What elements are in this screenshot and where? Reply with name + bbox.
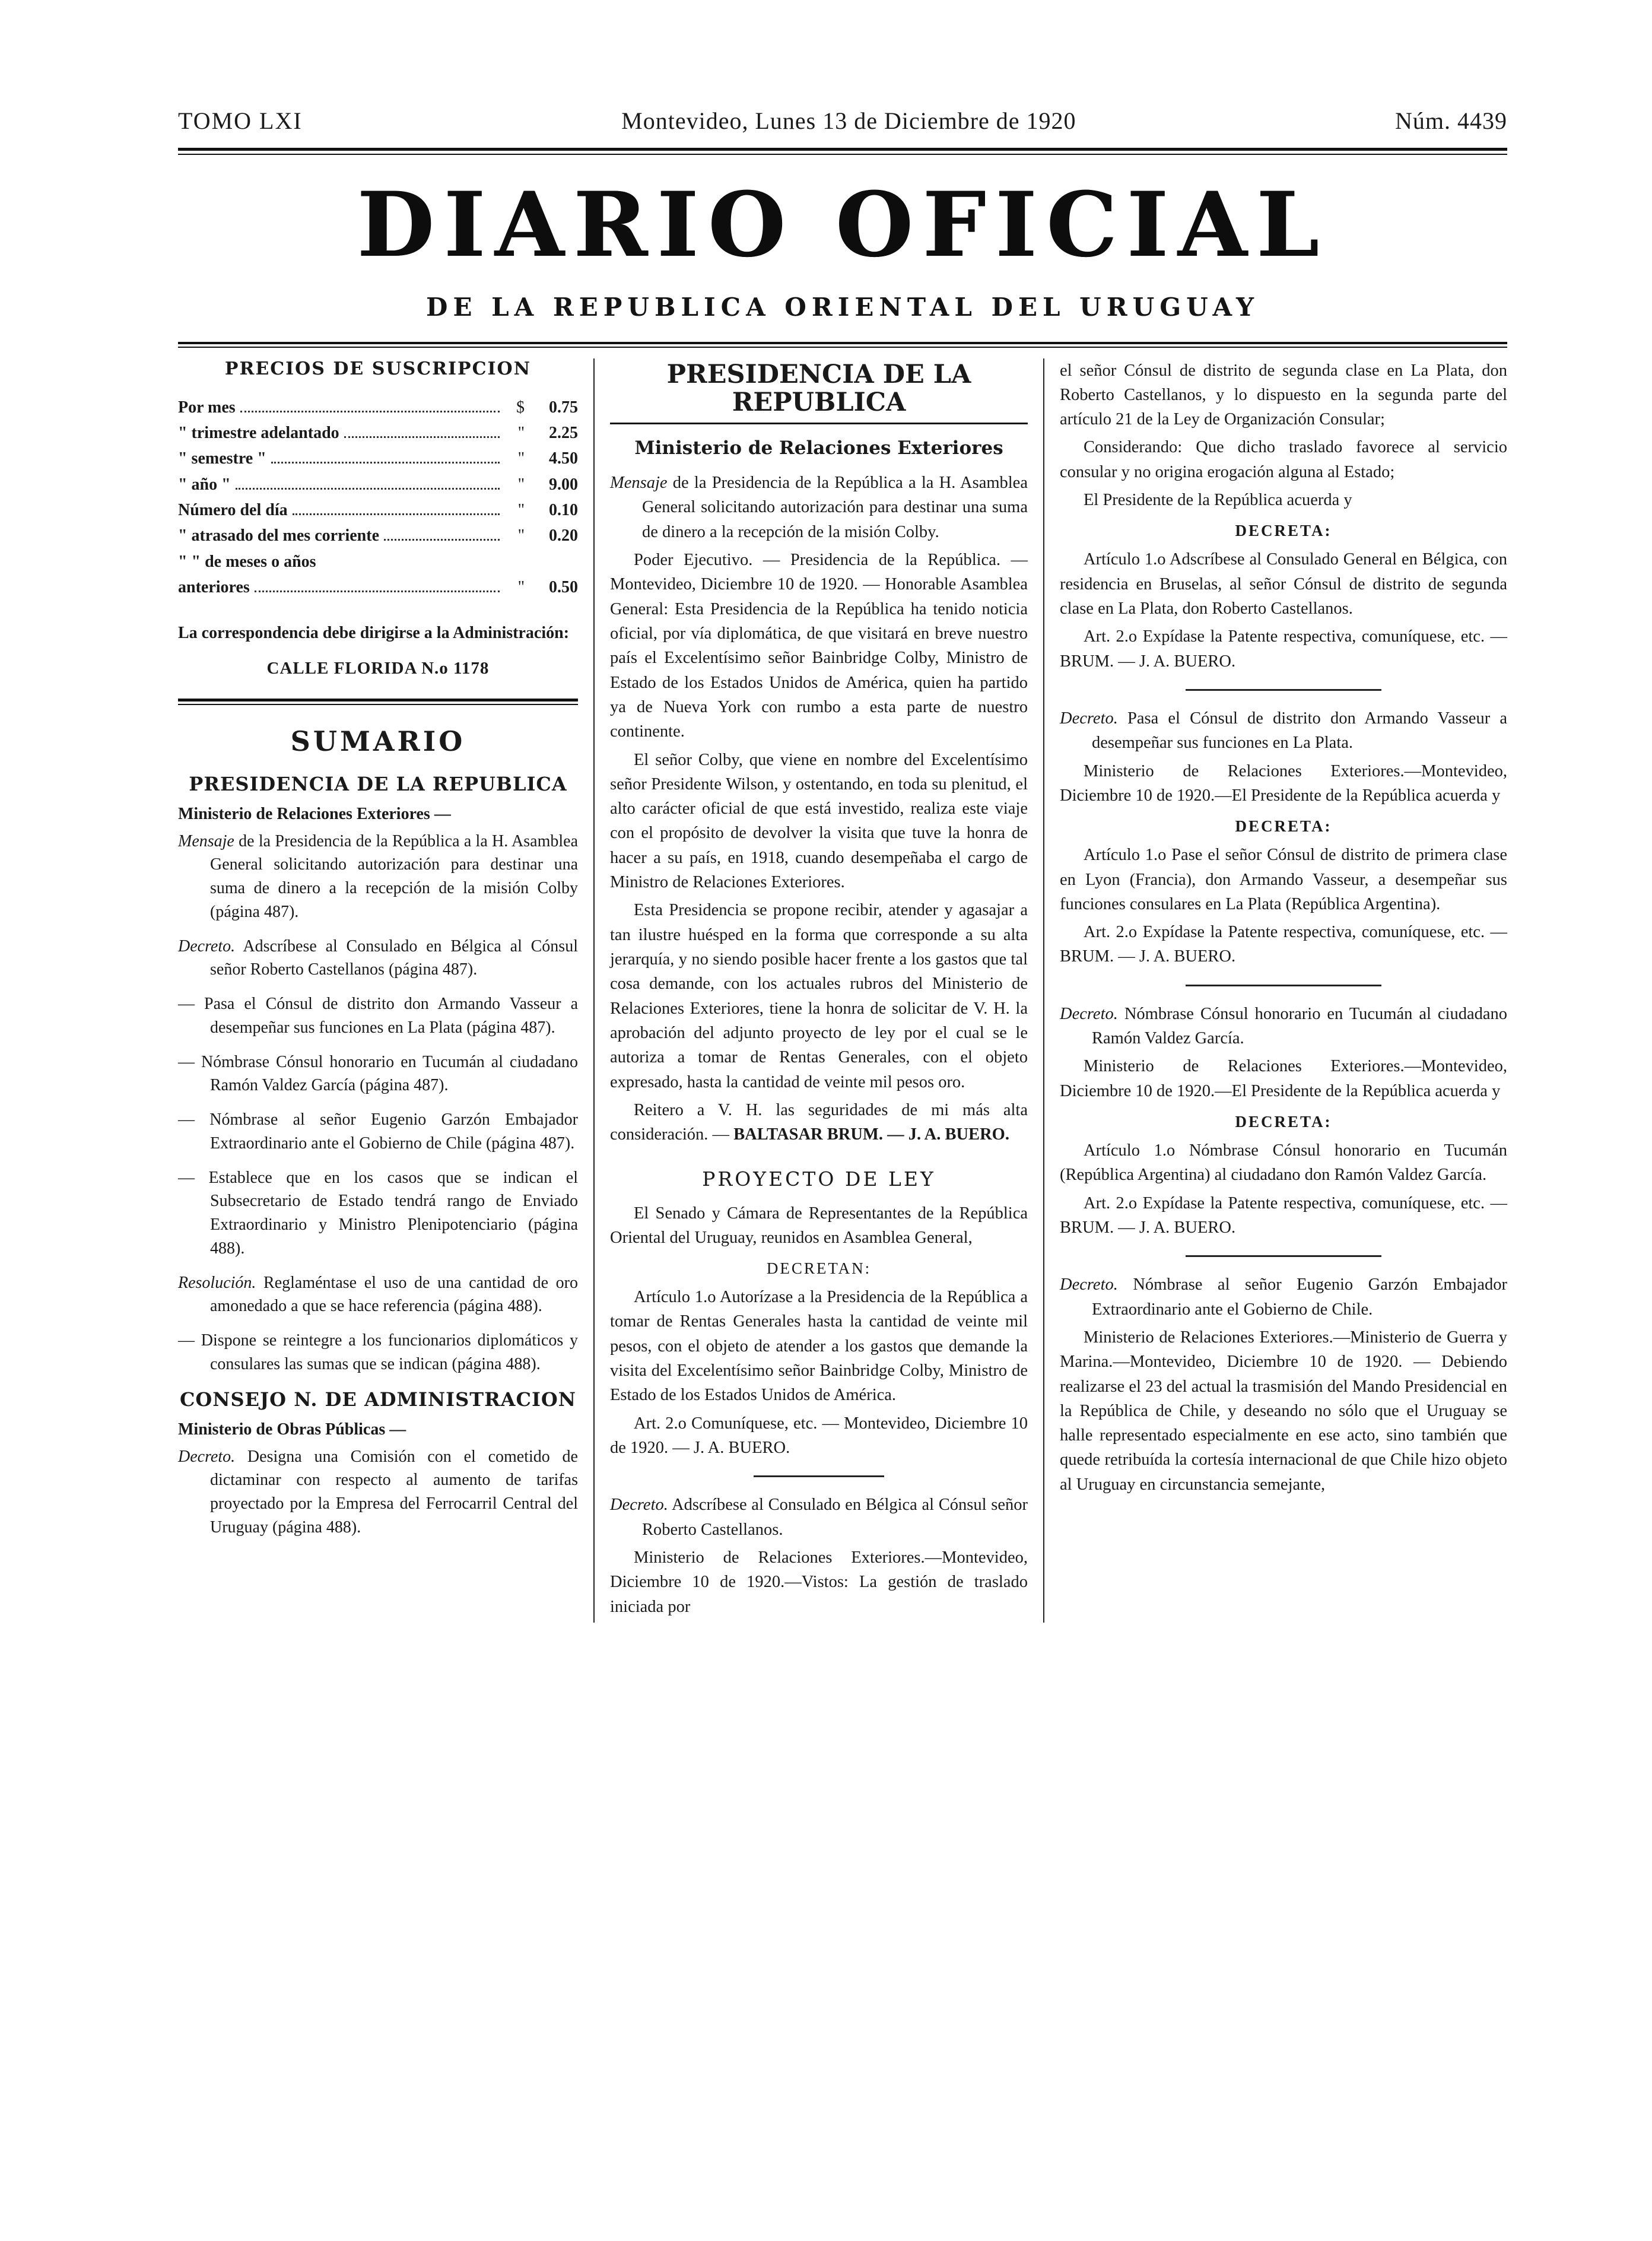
summary-item-lead: Decreto.	[178, 1447, 236, 1466]
decree-abstract	[1060, 706, 1507, 756]
summary-item-lead: —	[178, 1052, 195, 1071]
price-label: Por mes	[178, 398, 236, 417]
column-center	[593, 358, 1044, 1623]
price-label: " semestre "	[178, 449, 266, 468]
list-item	[178, 1108, 578, 1156]
dot-leader	[271, 462, 500, 464]
price-label: " trimestre adelantado	[178, 423, 339, 442]
decree-lead: Decreto.	[610, 1496, 668, 1515]
paragraph: Artículo 1.o Pase el señor Cónsul de distrito de primera clase en Lyon (Francia), don Armando Vasseur, a desempeñar sus funciones consulares en La Plata (República Argentina).	[1060, 846, 1507, 913]
price-value: 0.50	[549, 578, 578, 597]
summary-item-text: Reglaméntase el uso de una cantidad de oro amonedado a que se hace referencia (página 488).	[210, 1273, 578, 1316]
abstract-lead: Mensaje	[610, 474, 668, 493]
paragraph: Poder Ejecutivo. — Presidencia de la República. — Montevideo, Diciembre 10 de 1920. — Honorable Asamblea General: Esta Presidencia de la República ha tenido noticia oficial, por vía diplomática, de que visitará en breve nuestro país el Excelentísimo señor Bainbridge Colby, Ministro de Estado de los Estados Unidos de América, quien ha partido ya de Nueva York con rumbo a esta parte de nuestro continente.	[610, 551, 1028, 741]
columns-container	[178, 358, 1507, 1623]
price-label: " " de meses o años	[178, 552, 316, 571]
price-value: 4.50	[549, 449, 578, 468]
paragraph: El Senado y Cámara de Representantes de la República Oriental del Uruguay, reunidos en Asamblea General,	[610, 1204, 1028, 1247]
paragraph: Art. 2.o Expídase la Patente respectiva, comuníquese, etc. — BRUM. — J. A. BUERO.	[1060, 1193, 1507, 1237]
summary-section-title-2: CONSEJO N. DE ADMINISTRACION	[179, 1388, 577, 1411]
dot-leader	[236, 488, 500, 490]
summary-item-text: Designa una Comisión con el cometido de dictaminar con respecto al aumento de tarifas proyectado por la Empresa del Ferrocarril Central del Uruguay (página 488).	[210, 1447, 578, 1537]
bill-heading: PROYECTO DE LEY	[702, 1167, 936, 1191]
decree-abstract	[610, 1493, 1028, 1542]
paragraph: Art. 2.o Expídase la Patente respectiva, comuníquese, etc. — BRUM. — J. A. BUERO.	[1060, 923, 1507, 966]
decree-lead: Decreto.	[1060, 709, 1118, 728]
subscription-price-list	[178, 395, 578, 601]
summary-item-text: Establece que en los casos que se indican el Subsecretario de Estado tendrá rango de Enviado Extraordinario y Ministro Plenipotenciario (página 488).	[195, 1168, 578, 1258]
decree-text: Nómbrase al señor Eugenio Garzón Embajador Extraordinario ante el Gobierno de Chile.	[1092, 1275, 1507, 1319]
summary-item-text: Nómbrase al señor Eugenio Garzón Embajador Extraordinario ante el Gobierno de Chile (página 487).	[195, 1110, 578, 1153]
list-item	[178, 1050, 578, 1098]
column-right	[1044, 358, 1507, 1623]
price-label: anteriores	[178, 578, 250, 597]
summary-item-lead: —	[178, 995, 195, 1014]
summary-item-text: de la Presidencia de la República a la H. Asamblea General solicitando autorización para destinar una suma de dinero a la recepción de la misión Colby (página 487).	[210, 831, 578, 921]
decree-text: Nómbrase Cónsul honorario en Tucumán al ciudadano Ramón Valdez García.	[1092, 1004, 1507, 1048]
price-currency: $	[516, 398, 525, 417]
list-item	[178, 1329, 578, 1376]
price-label: " atrasado del mes corriente	[178, 526, 380, 545]
closing-text: Reitero a V. H. las seguridades de mi más alta consideración. —	[610, 1100, 1028, 1144]
price-value: 0.10	[549, 501, 578, 520]
price-currency: "	[517, 501, 525, 520]
section-divider	[178, 699, 578, 705]
decree-lead: Decreto.	[1060, 1004, 1118, 1023]
paragraph-divider	[1186, 985, 1381, 986]
abstract-text: de la Presidencia de la República a la H. Asamblea General solicitando autorización para destinar una suma de dinero a la recepción de la misión Colby.	[642, 474, 1028, 541]
price-row	[178, 395, 578, 420]
price-row	[178, 549, 578, 574]
paragraph	[610, 1098, 1028, 1147]
subscription-prices-heading: PRECIOS DE SUSCRIPCION	[224, 358, 532, 379]
list-item	[178, 935, 578, 982]
list-item	[178, 1445, 578, 1540]
summary-item-lead: Mensaje	[178, 831, 234, 850]
summary-item-lead: —	[178, 1110, 195, 1129]
price-currency: "	[517, 423, 525, 442]
decree-text: Pasa el Cónsul de distrito don Armando Vasseur a desempeñar sus funciones en La Plata.	[1092, 709, 1507, 753]
masthead-top-line	[178, 107, 1507, 135]
paragraph: Ministerio de Relaciones Exteriores.—Montevideo, Diciembre 10 de 1920.—El Presidente de la República acuerda y	[1060, 761, 1507, 805]
column-left	[178, 358, 593, 1623]
dot-leader	[384, 539, 500, 541]
paragraph: el señor Cónsul de distrito de segunda clase en La Plata, don Roberto Castellanos, y lo dispuesto en la segunda parte del artículo 21 de la Ley de Organización Consular;	[1060, 361, 1507, 429]
summary-item-text: Nómbrase Cónsul honorario en Tucumán al ciudadano Ramón Valdez García (página 487).	[195, 1052, 578, 1095]
volume-label: TOMO LXI	[178, 107, 303, 134]
paragraph: El señor Colby, que viene en nombre del Excelentísimo señor Presidente Wilson, y ostentando, en toda su plenitud, el alto carácter oficial de que está investido, realiza este viaje con el propósito de devolver la visita que tuve la honra de hacer a su país, en 1918, cuando desempeñaba el cargo de Ministro de Relaciones Exteriores.	[610, 750, 1028, 892]
section-banner: PRESIDENCIA DE LA REPUBLICA	[610, 358, 1028, 425]
summary-ministry-label: Ministerio de Relaciones Exteriores —	[178, 804, 451, 823]
paragraph: Artículo 1.o Autorízase a la Presidencia de la República a tomar de Rentas Generales hasta la cantidad de veinte mil pesos, con el objeto de atender a los gastos que demande la visita del Excelentísimo señor Bainbridge Colby, Ministro de Estado de los Estados Unidos de América.	[610, 1288, 1028, 1405]
decree-lead: Decreto.	[1060, 1275, 1118, 1294]
paragraph: Art. 2.o Comuníquese, etc. — Montevideo, Diciembre 10 de 1920. — J. A. BUERO.	[610, 1414, 1028, 1458]
paragraph: Considerando: Que dicho traslado favorece al servicio consular y no origina erogación alguna al Estado;	[1060, 438, 1507, 481]
dot-leader	[344, 436, 500, 438]
dot-leader	[293, 513, 500, 515]
summary-section-title: PRESIDENCIA DE LA REPUBLICA	[189, 772, 567, 795]
price-label: Número del día	[178, 501, 288, 520]
dot-leader	[240, 411, 500, 412]
price-currency: "	[517, 475, 525, 494]
issue-date: Montevideo, Lunes 13 de Diciembre de 1920	[621, 107, 1076, 134]
paragraph-divider	[754, 1475, 884, 1477]
price-value: 0.20	[549, 526, 578, 545]
ministry-heading: Ministerio de Relaciones Exteriores	[634, 437, 1003, 459]
paragraph-divider	[1186, 689, 1381, 691]
price-currency: "	[517, 449, 525, 468]
price-label: " año "	[178, 475, 231, 494]
price-currency: "	[517, 578, 525, 597]
decree-label: DECRETA:	[1235, 817, 1332, 836]
summary-item-text: Dispone se reintegre a los funcionarios diplomáticos y consulares las sumas que se indican (página 488).	[195, 1331, 578, 1373]
paragraph: Ministerio de Relaciones Exteriores.—Montevideo, Diciembre 10 de 1920.—Vistos: La gestión de traslado iniciada por	[610, 1548, 1028, 1616]
signature-name: BALTASAR BRUM.	[733, 1125, 883, 1144]
price-row	[178, 523, 578, 548]
paragraph: Art. 2.o Expídase la Patente respectiva, comuníquese, etc. — BRUM. — J. A. BUERO.	[1060, 627, 1507, 671]
paragraph: Artículo 1.o Adscríbese al Consulado General en Bélgica, con residencia en Bruselas, al señor Cónsul de distrito de segunda clase en La Plata, don Roberto Castellanos.	[1060, 550, 1507, 618]
article-abstract	[610, 471, 1028, 544]
correspondence-note: La correspondencia debe dirigirse a la Administración:	[178, 623, 570, 642]
paragraph-divider	[1186, 1255, 1381, 1257]
price-row	[178, 497, 578, 523]
list-item	[178, 1271, 578, 1319]
paragraph: Artículo 1.o Nómbrase Cónsul honorario en Tucumán (República Argentina) al ciudadano don Ramón Valdez García.	[1060, 1141, 1507, 1185]
page-title: DIARIO OFICIAL	[357, 173, 1329, 277]
office-address: CALLE FLORIDA N.o 1178	[266, 658, 490, 678]
summary-item-lead: —	[178, 1331, 195, 1350]
paragraph: El Presidente de la República acuerda y	[1084, 491, 1352, 510]
price-row	[178, 574, 578, 600]
price-row	[178, 420, 578, 446]
summary-item-lead: Decreto.	[178, 937, 236, 956]
decree-label: DECRETA:	[1235, 522, 1332, 540]
summary-item-lead: Resolución.	[178, 1273, 256, 1292]
paragraph: Esta Presidencia se propone recibir, atender y agasajar a tan ilustre huésped en la forma que corresponde a su alta jerarquía, y no siendo posible hacer frente a los gastos que tal cosa demande, con los actuales rubros del Ministerio de Relaciones Exteriores, tiene la honra de solicitar de V. H. la aprobación del adjunto proyecto de ley por el cual se le autoriza a tomar de Rentas Generales, con el objeto expresado, hasta la cantidad de veinte mil pesos oro.	[610, 901, 1028, 1091]
price-value: 2.25	[549, 423, 578, 442]
price-value: 0.75	[549, 398, 578, 417]
signature-minister: — J. A. BUERO.	[882, 1125, 1009, 1144]
page-subtitle: DE LA REPUBLICA ORIENTAL DEL URUGUAY	[426, 292, 1259, 322]
issue-number: Núm. 4439	[1394, 107, 1507, 134]
summary-item-lead: —	[178, 1168, 195, 1187]
paragraph: Ministerio de Relaciones Exteriores.—Ministerio de Guerra y Marina.—Montevideo, Diciembre 10 de 1920. — Debiendo realizarse el 23 del actual la trasmisión del Mando Presidencial en la República de Chile, y deseando no sólo que el Uruguay se halle representado especialmente en ese acto, sino también que quede retribuída la cortesía internacional de que Chile hizo objeto al Uruguay en circunstancia semejante,	[1060, 1328, 1507, 1494]
summary-ministry-label-2: Ministerio de Obras Públicas —	[178, 1420, 406, 1439]
list-item	[178, 1166, 578, 1261]
decree-label: DECRETA:	[1235, 1113, 1332, 1131]
decree-text: Adscríbese al Consulado en Bélgica al Cónsul señor Roberto Castellanos.	[642, 1496, 1028, 1539]
summary-item-text: Adscríbese al Consulado en Bélgica al Cónsul señor Roberto Castellanos (página 487).	[210, 937, 578, 979]
masthead-divider-lower	[178, 342, 1507, 348]
price-value: 9.00	[549, 475, 578, 494]
decree-abstract	[1060, 1272, 1507, 1322]
decree-label: DECRETAN:	[766, 1259, 872, 1278]
list-item	[178, 992, 578, 1040]
price-row	[178, 446, 578, 471]
price-row	[178, 472, 578, 497]
summary-item-text: Pasa el Cónsul de distrito don Armando Vasseur a desempeñar sus funciones en La Plata (página 487).	[195, 995, 578, 1037]
price-currency: "	[517, 526, 525, 545]
dot-leader	[255, 591, 500, 592]
summary-heading: SUMARIO	[290, 725, 466, 757]
paragraph: Ministerio de Relaciones Exteriores.—Montevideo, Diciembre 10 de 1920.—El Presidente de la República acuerda y	[1060, 1057, 1507, 1100]
list-item	[178, 830, 578, 924]
masthead-divider	[178, 148, 1507, 155]
decree-abstract	[1060, 1002, 1507, 1051]
